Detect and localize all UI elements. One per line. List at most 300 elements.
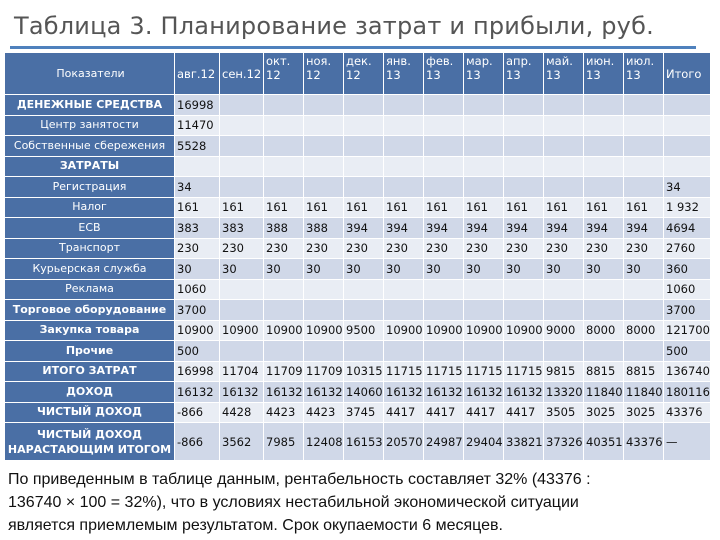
table-row bbox=[5, 279, 711, 300]
value-cell: 9500 bbox=[344, 320, 384, 341]
header-month bbox=[175, 53, 220, 95]
value-cell: 500 bbox=[175, 341, 220, 362]
header-month bbox=[304, 53, 344, 95]
value-cell: 24987 bbox=[424, 423, 464, 461]
value-cell bbox=[464, 279, 504, 300]
header-month-line2: 12 bbox=[266, 68, 281, 82]
value-cell bbox=[304, 156, 344, 177]
value-cell bbox=[464, 156, 504, 177]
value-cell: 383 bbox=[220, 218, 264, 239]
value-cell bbox=[544, 95, 584, 116]
value-cell: 383 bbox=[175, 218, 220, 239]
value-cell bbox=[264, 136, 304, 157]
value-cell bbox=[504, 95, 544, 116]
value-cell bbox=[264, 341, 304, 362]
header-month-line2: 13 bbox=[546, 68, 561, 82]
value-cell: 7985 bbox=[264, 423, 304, 461]
slide-title: Таблица 3. Планирование затрат и прибыли, руб. bbox=[14, 12, 654, 40]
value-cell bbox=[264, 177, 304, 198]
value-cell: 37326 bbox=[544, 423, 584, 461]
value-cell: 230 bbox=[220, 238, 264, 259]
table-body bbox=[5, 95, 711, 461]
header-month-line2: 13 bbox=[506, 68, 521, 82]
value-cell: 10900 bbox=[220, 320, 264, 341]
table-row bbox=[5, 115, 711, 136]
total-cell: — bbox=[664, 423, 711, 461]
header-month bbox=[584, 53, 624, 95]
table-row bbox=[5, 156, 711, 177]
header-month-line2: 12 bbox=[346, 68, 361, 82]
row-label: Закупка товара bbox=[5, 320, 175, 341]
value-cell: 161 bbox=[384, 197, 424, 218]
value-cell bbox=[220, 95, 264, 116]
row-label: Курьерская служба bbox=[5, 259, 175, 280]
value-cell bbox=[584, 115, 624, 136]
value-cell: -866 bbox=[175, 423, 220, 461]
value-cell bbox=[304, 136, 344, 157]
header-month-line1: июн. bbox=[586, 54, 615, 68]
value-cell bbox=[424, 156, 464, 177]
value-cell bbox=[624, 95, 664, 116]
value-cell: 11840 bbox=[584, 382, 624, 403]
value-cell bbox=[304, 300, 344, 321]
row-label: ЗАТРАТЫ bbox=[5, 156, 175, 177]
total-cell bbox=[664, 115, 711, 136]
value-cell bbox=[344, 115, 384, 136]
header-month-line1: янв. bbox=[386, 54, 411, 68]
value-cell: 4428 bbox=[220, 402, 264, 423]
value-cell bbox=[584, 156, 624, 177]
total-cell: 500 bbox=[664, 341, 711, 362]
value-cell bbox=[504, 115, 544, 136]
value-cell: 11709 bbox=[304, 361, 344, 382]
total-cell: 4694 bbox=[664, 218, 711, 239]
total-cell: 2760 bbox=[664, 238, 711, 259]
title-underline bbox=[10, 46, 696, 49]
value-cell: 8815 bbox=[624, 361, 664, 382]
value-cell: 16132 bbox=[464, 382, 504, 403]
value-cell: 9000 bbox=[544, 320, 584, 341]
value-cell: 394 bbox=[504, 218, 544, 239]
value-cell: 394 bbox=[464, 218, 504, 239]
value-cell bbox=[544, 300, 584, 321]
value-cell: 394 bbox=[624, 218, 664, 239]
value-cell: 16132 bbox=[384, 382, 424, 403]
value-cell bbox=[344, 95, 384, 116]
value-cell: 4417 bbox=[424, 402, 464, 423]
row-label: ЧИСТЫЙ ДОХОД bbox=[5, 402, 175, 423]
value-cell bbox=[264, 95, 304, 116]
total-cell bbox=[664, 136, 711, 157]
value-cell bbox=[624, 279, 664, 300]
value-cell: 3562 bbox=[220, 423, 264, 461]
value-cell bbox=[544, 115, 584, 136]
value-cell bbox=[220, 177, 264, 198]
value-cell bbox=[304, 177, 344, 198]
value-cell: 16132 bbox=[304, 382, 344, 403]
header-month-line1: фев. bbox=[426, 54, 454, 68]
value-cell bbox=[504, 177, 544, 198]
value-cell bbox=[544, 341, 584, 362]
value-cell: 43376 bbox=[624, 423, 664, 461]
total-cell bbox=[664, 156, 711, 177]
header-month-line2: 12 bbox=[306, 68, 321, 82]
value-cell bbox=[384, 136, 424, 157]
value-cell: 394 bbox=[344, 218, 384, 239]
value-cell bbox=[424, 300, 464, 321]
value-cell bbox=[220, 300, 264, 321]
value-cell: 161 bbox=[344, 197, 384, 218]
header-month bbox=[544, 53, 584, 95]
value-cell bbox=[464, 177, 504, 198]
table-row bbox=[5, 300, 711, 321]
total-cell: 180116 bbox=[664, 382, 711, 403]
value-cell: 10900 bbox=[504, 320, 544, 341]
table-header-row bbox=[5, 53, 711, 95]
value-cell bbox=[584, 341, 624, 362]
value-cell: 30 bbox=[384, 259, 424, 280]
value-cell: 4417 bbox=[384, 402, 424, 423]
value-cell bbox=[584, 136, 624, 157]
table-row bbox=[5, 259, 711, 280]
value-cell: 14060 bbox=[344, 382, 384, 403]
value-cell: 4423 bbox=[304, 402, 344, 423]
row-label: Центр занятости bbox=[5, 115, 175, 136]
value-cell: 11470 bbox=[175, 115, 220, 136]
header-month bbox=[504, 53, 544, 95]
value-cell: 161 bbox=[304, 197, 344, 218]
header-month-line2: 13 bbox=[466, 68, 481, 82]
table-row bbox=[5, 95, 711, 116]
value-cell bbox=[504, 300, 544, 321]
value-cell: 5528 bbox=[175, 136, 220, 157]
row-label: ДОХОД bbox=[5, 382, 175, 403]
value-cell: 230 bbox=[304, 238, 344, 259]
header-month-line2: 13 bbox=[386, 68, 401, 82]
value-cell: 1060 bbox=[175, 279, 220, 300]
value-cell: 161 bbox=[175, 197, 220, 218]
value-cell: 16132 bbox=[504, 382, 544, 403]
value-cell bbox=[304, 341, 344, 362]
value-cell: 10900 bbox=[175, 320, 220, 341]
total-cell bbox=[664, 95, 711, 116]
total-cell: 43376 bbox=[664, 402, 711, 423]
value-cell: 230 bbox=[544, 238, 584, 259]
row-label: Реклама bbox=[5, 279, 175, 300]
value-cell: 161 bbox=[424, 197, 464, 218]
value-cell: 4423 bbox=[264, 402, 304, 423]
header-month-line1: авг.12 bbox=[177, 67, 216, 81]
value-cell: 230 bbox=[584, 238, 624, 259]
value-cell bbox=[584, 279, 624, 300]
value-cell bbox=[544, 136, 584, 157]
value-cell bbox=[384, 279, 424, 300]
value-cell: 40351 bbox=[584, 423, 624, 461]
total-cell: 121700 bbox=[664, 320, 711, 341]
header-month bbox=[424, 53, 464, 95]
value-cell bbox=[544, 156, 584, 177]
value-cell: 30 bbox=[584, 259, 624, 280]
value-cell: 30 bbox=[175, 259, 220, 280]
value-cell bbox=[344, 177, 384, 198]
value-cell bbox=[624, 156, 664, 177]
value-cell bbox=[624, 136, 664, 157]
value-cell: 394 bbox=[384, 218, 424, 239]
value-cell bbox=[504, 136, 544, 157]
header-month-line1: май. bbox=[546, 54, 573, 68]
value-cell: 11715 bbox=[424, 361, 464, 382]
table-row bbox=[5, 197, 711, 218]
value-cell bbox=[304, 95, 344, 116]
value-cell: 30 bbox=[504, 259, 544, 280]
value-cell: 230 bbox=[344, 238, 384, 259]
value-cell bbox=[264, 279, 304, 300]
value-cell bbox=[384, 95, 424, 116]
value-cell: 30 bbox=[624, 259, 664, 280]
value-cell: 10900 bbox=[264, 320, 304, 341]
value-cell bbox=[175, 156, 220, 177]
value-cell bbox=[624, 300, 664, 321]
value-cell: 30 bbox=[264, 259, 304, 280]
value-cell bbox=[584, 95, 624, 116]
value-cell: 230 bbox=[384, 238, 424, 259]
value-cell bbox=[544, 177, 584, 198]
conclusion-line-2: 136740 × 100 = 32%), что в условиях нестабильной экономической ситуации bbox=[8, 494, 579, 511]
value-cell: 230 bbox=[175, 238, 220, 259]
value-cell: 11715 bbox=[464, 361, 504, 382]
row-label: Прочие bbox=[5, 341, 175, 362]
value-cell bbox=[504, 341, 544, 362]
value-cell: 161 bbox=[264, 197, 304, 218]
value-cell bbox=[304, 115, 344, 136]
value-cell bbox=[424, 177, 464, 198]
total-cell: 1 932 bbox=[664, 197, 711, 218]
value-cell: 10315 bbox=[344, 361, 384, 382]
row-label: ДЕНЕЖНЫЕ СРЕДСТВА bbox=[5, 95, 175, 116]
value-cell: 230 bbox=[504, 238, 544, 259]
header-month bbox=[464, 53, 504, 95]
table-row bbox=[5, 218, 711, 239]
header-month bbox=[624, 53, 664, 95]
table-row bbox=[5, 177, 711, 198]
value-cell: 16998 bbox=[175, 95, 220, 116]
value-cell: 230 bbox=[624, 238, 664, 259]
value-cell: 30 bbox=[220, 259, 264, 280]
value-cell: 388 bbox=[304, 218, 344, 239]
value-cell: 394 bbox=[424, 218, 464, 239]
value-cell: 11709 bbox=[264, 361, 304, 382]
value-cell: 3745 bbox=[344, 402, 384, 423]
header-indicators: Показатели bbox=[5, 53, 175, 95]
value-cell bbox=[424, 279, 464, 300]
value-cell bbox=[584, 300, 624, 321]
header-month-line1: мар. bbox=[466, 54, 493, 68]
total-cell: 34 bbox=[664, 177, 711, 198]
value-cell bbox=[504, 279, 544, 300]
value-cell bbox=[344, 136, 384, 157]
value-cell bbox=[344, 300, 384, 321]
value-cell bbox=[624, 177, 664, 198]
value-cell bbox=[464, 136, 504, 157]
value-cell bbox=[384, 300, 424, 321]
value-cell: 394 bbox=[544, 218, 584, 239]
row-label: ИТОГО ЗАТРАТ bbox=[5, 361, 175, 382]
value-cell: 16998 bbox=[175, 361, 220, 382]
value-cell bbox=[304, 279, 344, 300]
value-cell: 4417 bbox=[504, 402, 544, 423]
value-cell: 9815 bbox=[544, 361, 584, 382]
value-cell: 29404 bbox=[464, 423, 504, 461]
value-cell bbox=[264, 300, 304, 321]
value-cell bbox=[264, 115, 304, 136]
conclusion-line-1: По приведенным в таблице данным, рентабельность составляет 32% (43376 : bbox=[8, 471, 591, 488]
table-row bbox=[5, 341, 711, 362]
value-cell: 30 bbox=[424, 259, 464, 280]
header-month-line2: 13 bbox=[426, 68, 441, 82]
header-total: Итого bbox=[664, 53, 711, 95]
table-row bbox=[5, 402, 711, 423]
value-cell bbox=[264, 156, 304, 177]
value-cell bbox=[464, 115, 504, 136]
header-month-line1: окт. bbox=[266, 54, 291, 68]
value-cell: 388 bbox=[264, 218, 304, 239]
row-label: Регистрация bbox=[5, 177, 175, 198]
total-cell: 136740 bbox=[664, 361, 711, 382]
value-cell: 10900 bbox=[464, 320, 504, 341]
value-cell: 3025 bbox=[584, 402, 624, 423]
table-row bbox=[5, 361, 711, 382]
value-cell bbox=[464, 95, 504, 116]
value-cell: 8000 bbox=[584, 320, 624, 341]
total-cell: 1060 bbox=[664, 279, 711, 300]
row-label: Налог bbox=[5, 197, 175, 218]
value-cell: 161 bbox=[504, 197, 544, 218]
value-cell bbox=[384, 177, 424, 198]
value-cell bbox=[464, 300, 504, 321]
value-cell bbox=[424, 115, 464, 136]
value-cell bbox=[220, 156, 264, 177]
value-cell: 3505 bbox=[544, 402, 584, 423]
value-cell bbox=[464, 341, 504, 362]
value-cell bbox=[384, 341, 424, 362]
row-label: Торговое оборудование bbox=[5, 300, 175, 321]
header-month bbox=[384, 53, 424, 95]
value-cell: 230 bbox=[264, 238, 304, 259]
header-month-line2: 13 bbox=[586, 68, 601, 82]
total-cell: 3700 bbox=[664, 300, 711, 321]
value-cell: 161 bbox=[544, 197, 584, 218]
value-cell bbox=[220, 279, 264, 300]
value-cell bbox=[504, 156, 544, 177]
value-cell: 33821 bbox=[504, 423, 544, 461]
value-cell: 4417 bbox=[464, 402, 504, 423]
header-month-line1: ноя. bbox=[306, 54, 332, 68]
table-row bbox=[5, 320, 711, 341]
value-cell: 10900 bbox=[384, 320, 424, 341]
value-cell: 230 bbox=[424, 238, 464, 259]
value-cell: 30 bbox=[544, 259, 584, 280]
value-cell: 161 bbox=[624, 197, 664, 218]
header-month bbox=[220, 53, 264, 95]
table-row bbox=[5, 136, 711, 157]
value-cell: 11840 bbox=[624, 382, 664, 403]
value-cell bbox=[344, 156, 384, 177]
value-cell: 13320 bbox=[544, 382, 584, 403]
value-cell bbox=[544, 279, 584, 300]
cost-profit-table bbox=[4, 52, 711, 461]
value-cell: 16132 bbox=[220, 382, 264, 403]
value-cell: 16132 bbox=[264, 382, 304, 403]
value-cell: 34 bbox=[175, 177, 220, 198]
value-cell bbox=[344, 341, 384, 362]
value-cell bbox=[220, 341, 264, 362]
value-cell bbox=[384, 156, 424, 177]
value-cell: 30 bbox=[304, 259, 344, 280]
value-cell: 16132 bbox=[424, 382, 464, 403]
value-cell: 11704 bbox=[220, 361, 264, 382]
value-cell: 11715 bbox=[384, 361, 424, 382]
value-cell bbox=[584, 177, 624, 198]
value-cell: 394 bbox=[584, 218, 624, 239]
row-label: Собственные сбережения bbox=[5, 136, 175, 157]
value-cell bbox=[424, 341, 464, 362]
row-label: ЧИСТЫЙ ДОХОД НАРАСТАЮЩИМ ИТОГОМ bbox=[5, 423, 175, 461]
value-cell: 11715 bbox=[504, 361, 544, 382]
value-cell: 30 bbox=[464, 259, 504, 280]
value-cell: 12408 bbox=[304, 423, 344, 461]
value-cell: 10900 bbox=[424, 320, 464, 341]
conclusion-line-3: является приемлемым результатом. Срок окупаемости 6 месяцев. bbox=[8, 517, 503, 534]
header-month bbox=[344, 53, 384, 95]
value-cell bbox=[220, 115, 264, 136]
value-cell: 20570 bbox=[384, 423, 424, 461]
value-cell bbox=[424, 136, 464, 157]
conclusion-text bbox=[8, 468, 712, 537]
total-cell: 360 bbox=[664, 259, 711, 280]
value-cell: 3700 bbox=[175, 300, 220, 321]
value-cell bbox=[220, 136, 264, 157]
header-month-line1: апр. bbox=[506, 54, 532, 68]
value-cell bbox=[624, 115, 664, 136]
header-month bbox=[264, 53, 304, 95]
header-month-line1: июл. bbox=[626, 54, 655, 68]
value-cell bbox=[384, 115, 424, 136]
value-cell bbox=[624, 341, 664, 362]
header-month-line1: дек. bbox=[346, 54, 372, 68]
value-cell: 161 bbox=[464, 197, 504, 218]
value-cell: 10900 bbox=[304, 320, 344, 341]
value-cell: -866 bbox=[175, 402, 220, 423]
value-cell: 230 bbox=[464, 238, 504, 259]
header-month-line1: сен.12 bbox=[222, 67, 262, 81]
value-cell: 30 bbox=[344, 259, 384, 280]
row-label: Транспорт bbox=[5, 238, 175, 259]
value-cell: 3025 bbox=[624, 402, 664, 423]
row-label: ЕСВ bbox=[5, 218, 175, 239]
value-cell: 161 bbox=[220, 197, 264, 218]
value-cell: 161 bbox=[584, 197, 624, 218]
value-cell: 16153 bbox=[344, 423, 384, 461]
value-cell: 8815 bbox=[584, 361, 624, 382]
table-row bbox=[5, 238, 711, 259]
value-cell bbox=[344, 279, 384, 300]
table-row bbox=[5, 382, 711, 403]
value-cell: 16132 bbox=[175, 382, 220, 403]
value-cell: 8000 bbox=[624, 320, 664, 341]
table-row bbox=[5, 423, 711, 461]
value-cell bbox=[424, 95, 464, 116]
header-month-line2: 13 bbox=[626, 68, 641, 82]
